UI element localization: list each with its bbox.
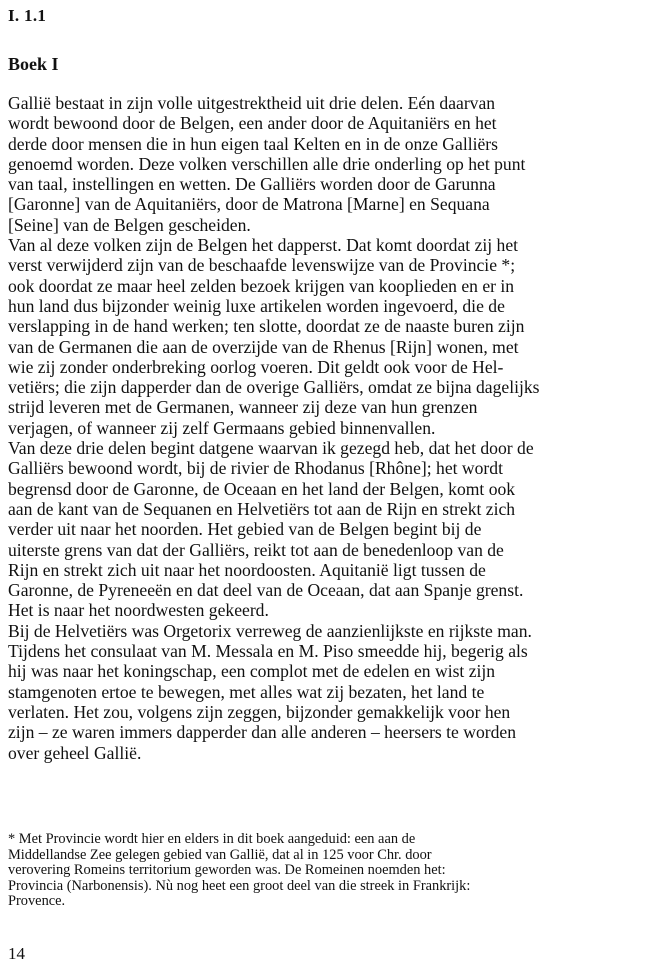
body-line: stamgenoten ertoe te bewegen, met alles wat zij bezaten, het land te [8,681,485,702]
body-line: verlaten. Het zou, volgens zijn zeggen, bijzonder gemakkelijk voor hen [8,701,511,722]
footnote-line: verovering Romeins territorium geworden was. De Romeinen noemden het: [8,862,446,879]
body-line: [Seine] van de Belgen gescheiden. [8,214,251,235]
body-line: verst verwijderd zijn van de beschaafde levenswijze van de Provincie *; [8,255,516,276]
body-line: zijn – ze waren immers dapperder dan alle anderen – heersers te worden [8,722,517,743]
body-line: hij was naar het koningschap, een complot met de edelen en wist zijn [8,661,496,682]
body-line: over geheel Gallië. [8,742,142,763]
book-title: Boek I [8,54,59,74]
chapter-reference: I. 1.1 [8,6,47,25]
body-line: van de Germanen die aan de overzijde van de Rhenus [Rijn] wonen, met [8,336,519,357]
body-line: van taal, instellingen en wetten. De Galliërs worden door de Garunna [8,174,496,195]
body-line: wordt bewoond door de Belgen, een ander door de Aquitaniërs en het [8,113,497,134]
body-line: Rijn en strekt zich uit naar het noordoosten. Aquitanië ligt tussen de [8,559,486,580]
body-line: [Garonne] van de Aquitaniërs, door de Matrona [Marne] en Sequana [8,194,490,215]
footnote-line: Provence. [8,893,66,910]
body-line: Galliё bestaat in zijn volle uitgestrektheid uit drie delen. Eén daarvan [8,93,496,113]
body-line: Van deze drie delen begint datgene waarvan ik gezegd heb, dat het door de [8,438,534,459]
body-line: Het is naar het noordwesten gekeerd. [8,600,269,621]
body-line: strijd leveren met de Germanen, wanneer zij deze van hun grenzen [8,397,478,418]
body-line: ook doordat ze maar heel zelden bezoek krijgen van kooplieden en er in [8,275,515,296]
body-line: begrensd door de Garonne, de Oceaan en het land der Belgen, komt ook [8,478,516,499]
page-number: 14 [8,944,25,963]
body-line: verder uit naar het noorden. Het gebied van de Belgen begint bij de [8,519,482,540]
body-line: uiterste grens van dat der Galliërs, reikt tot aan de benedenloop van de [8,539,504,560]
body-line: Tijdens het consulaat van M. Messala en M. Piso smeedde hij, begerig als [8,641,528,662]
body-line: Garonne, de Pyreneeën en dat deel van de Oceaan, dat aan Spanje grenst. [8,580,524,601]
body-line: genoemd worden. Deze volken verschillen alle drie onderling op het punt [8,153,526,174]
body-line: Bij de Helvetiërs was Orgetorix verreweg de aanzienlijkste en rijkste man. [8,620,532,641]
body-line: aan de kant van de Sequanen en Helvetiërs tot aan de Rijn en strekt zich [8,498,516,519]
footnote-line: * Met Provincie wordt hier en elders in dit boek aangeduid: een aan de [8,831,416,847]
body-line: verjagen, of wanneer zij zelf Germaans gebied binnenvallen. [8,417,436,438]
footnote-line: Middellandse Zee gelegen gebied van Gallië, dat al in 125 voor Chr. door [8,846,432,863]
body-line: verslapping in de hand werken; ten slotte, doordat ze de naaste buren zijn [8,316,525,337]
body-line: derde door mensen die in hun eigen taal Kelten en in de onze Galliërs [8,133,499,154]
body-line: Galliërs bewoond wordt, bij de rivier de Rhodanus [Rhône]; het wordt [8,458,503,479]
body-line: Van al deze volken zijn de Belgen het dapperst. Dat komt doordat zij het [8,235,519,256]
body-line: hun land dus bijzonder weinig luxe artikelen worden ingevoerd, die de [8,295,505,316]
footnote [8,832,640,910]
footnote-line: Provincia (Narbonensis). Nù nog heet een groot deel van die streek in Frankrijk: [8,877,471,894]
body-line: wie zij zonder onderbreking oorlog voeren. Dit geldt ook voor de Hel- [8,356,504,377]
body-text [8,93,640,763]
body-line: vetiërs; die zijn dapperder dan de overige Galliërs, omdat ze bijna dagelijks [8,377,540,398]
